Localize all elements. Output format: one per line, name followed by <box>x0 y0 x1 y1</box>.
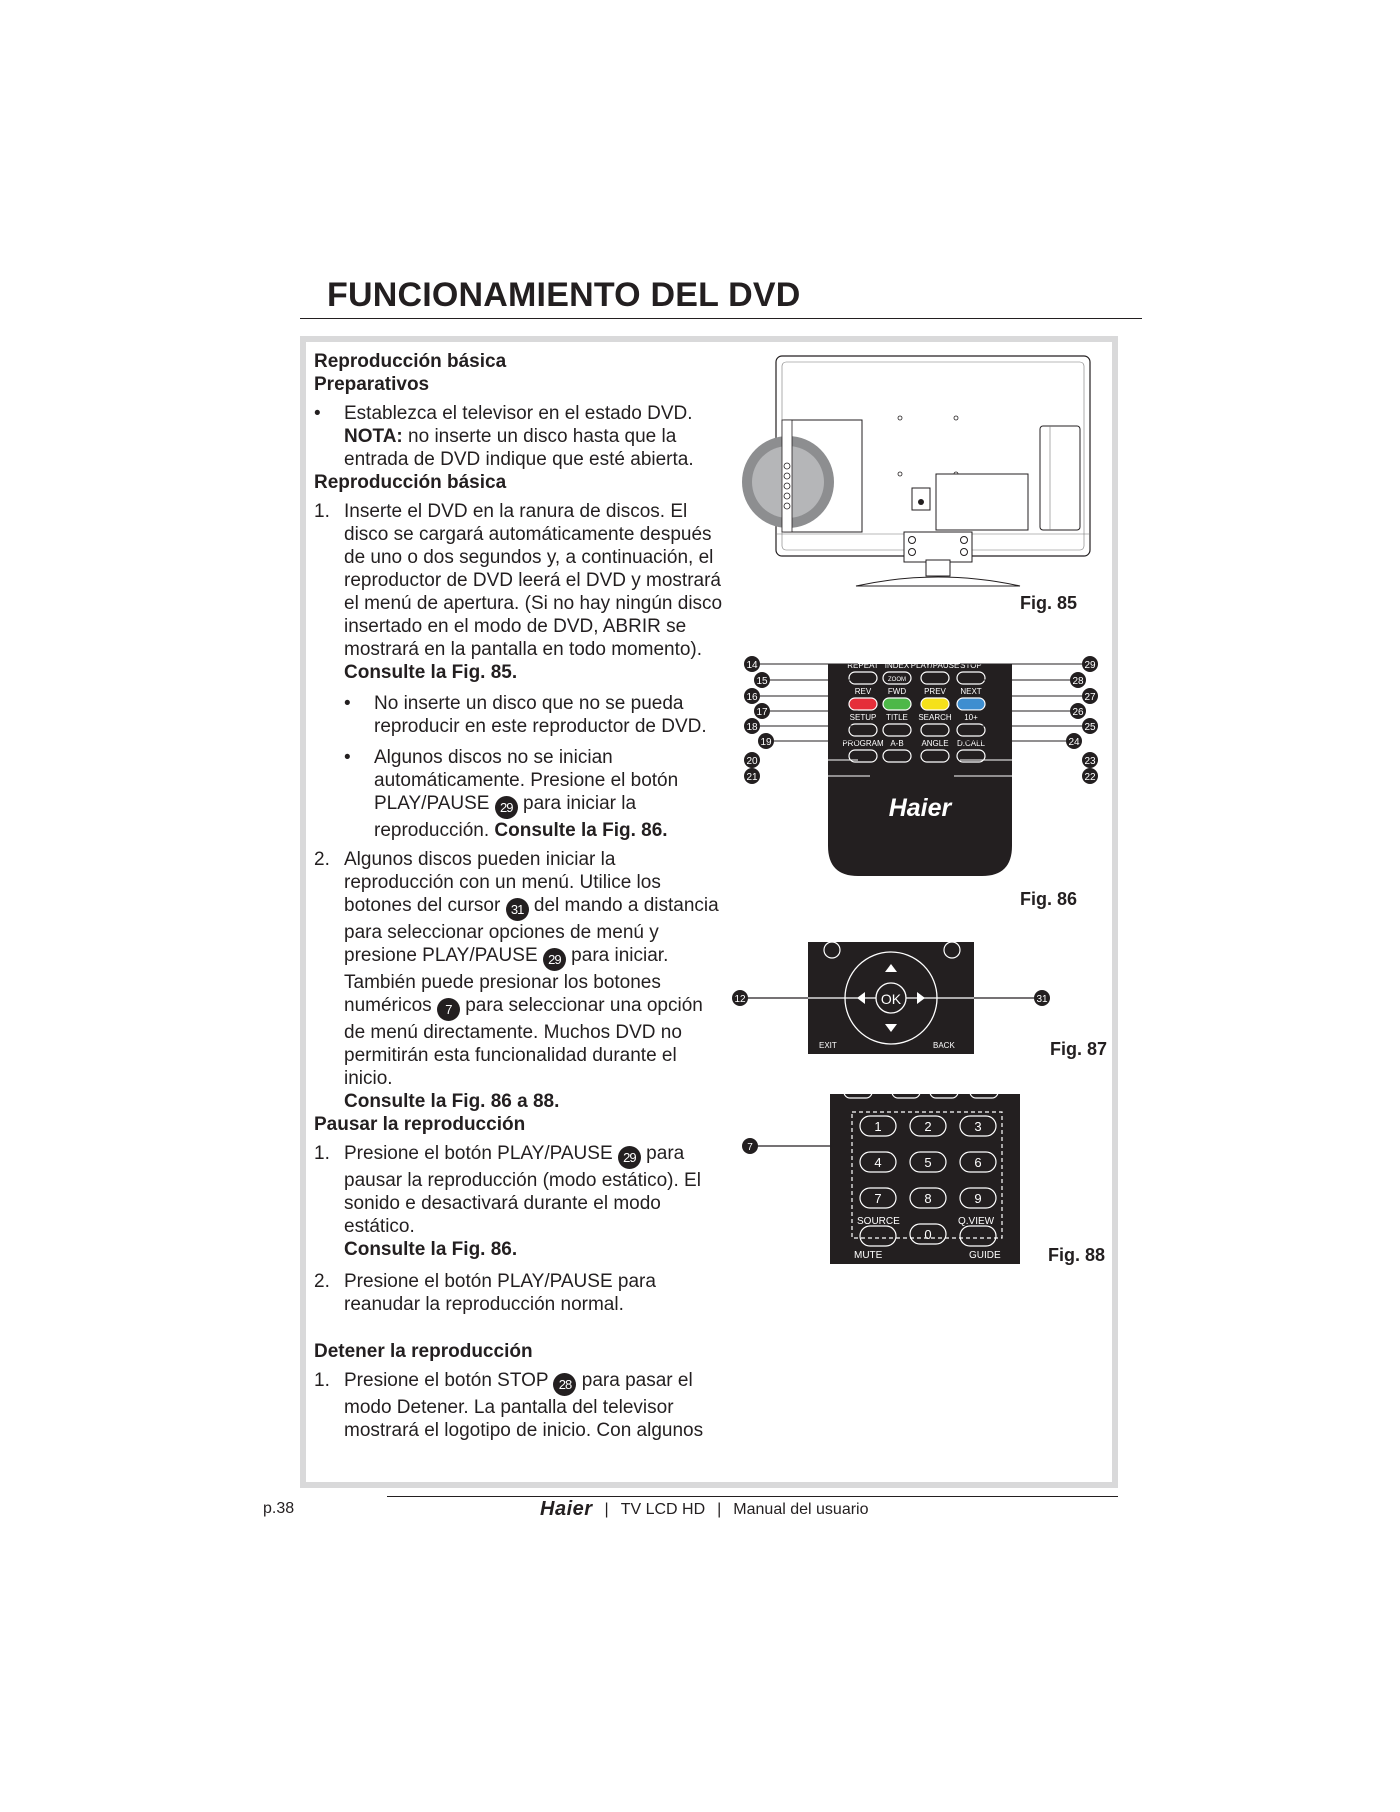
back-label: BACK <box>933 1041 955 1050</box>
number-key-label: 8 <box>924 1191 932 1206</box>
callout-7: 7 <box>747 1142 753 1153</box>
remote-button <box>957 698 985 710</box>
item-mark: 2. <box>314 849 330 870</box>
button-label: NEXT <box>960 687 982 696</box>
prep-text: Establezca el televisor en el estado DVD. <box>344 403 693 424</box>
basic-item-2-text-d: para seleccionar una opción de menú directamente. Muchos DVD no permitirán esta funcionalidad durante el inicio. <box>344 995 703 1089</box>
bullet-mark: • <box>344 747 351 768</box>
callout-number: 15 <box>756 676 768 687</box>
bullet-mark: • <box>314 403 321 424</box>
item-mark: 2. <box>314 1271 330 1292</box>
callout-number: 24 <box>1068 737 1080 748</box>
button-label: ANGLE <box>921 739 949 748</box>
button-label: TITLE <box>886 713 908 722</box>
source-label: SOURCE <box>857 1216 900 1227</box>
footer <box>540 1498 869 1521</box>
pause-item-1-text-b: para pausar la reproducción (modo estático). El sonido e desactivará durante el modo estático. <box>344 1143 701 1237</box>
callout-number: 22 <box>1084 772 1096 783</box>
basic-sub-2-text-a: Algunos discos no se inician automáticamente. Presione el botón PLAY/PAUSE <box>374 747 679 814</box>
prep-bullet <box>314 402 724 471</box>
callout-number: 29 <box>1084 660 1096 671</box>
remote-brand-logo: Haier <box>888 794 952 822</box>
basic-item-1 <box>314 500 724 684</box>
callout-number: 28 <box>1072 676 1084 687</box>
number-key-label: 0 <box>924 1227 932 1242</box>
note-label: NOTA: <box>344 426 403 447</box>
button-label: SETUP <box>849 713 877 722</box>
pause-item-2 <box>314 1270 724 1316</box>
guide-label: GUIDE <box>969 1250 1001 1261</box>
callout-badge: 31 <box>506 898 529 921</box>
remote-button <box>883 698 911 710</box>
callout-badge: 29 <box>543 948 566 971</box>
callout-31: 31 <box>1036 994 1048 1005</box>
fig87-caption: Fig. 87 <box>1050 1039 1108 1059</box>
basic-item-2-text-b: del mando a distancia para seleccionar opciones de menú y presione PLAY/PAUSE <box>344 895 719 966</box>
button-label: A-B <box>890 739 904 748</box>
stop-item-1-text-b: para pasar el modo Detener. La pantalla del televisor mostrará el logotipo de inicio. Con algunos <box>344 1370 704 1441</box>
stop-item-1-text-a: Presione el botón STOP <box>344 1370 554 1391</box>
callout-12: 12 <box>734 994 746 1005</box>
cursor-pad-illustration <box>730 940 1050 1060</box>
button-label: 10+ <box>964 713 978 722</box>
basic-sub-1-text: No inserte un disco que no se pueda reproducir en este reproductor de DVD. <box>374 693 707 737</box>
basic-item-2-text-a: Algunos discos pueden iniciar la reproducción con un menú. Utilice los botones del cursor <box>344 849 661 916</box>
callout-badge: 7 <box>437 998 460 1021</box>
footer-separator: | <box>604 1500 609 1518</box>
remote-button <box>921 698 949 710</box>
number-key-label: 3 <box>974 1119 982 1134</box>
page-number: p.38 <box>263 1500 295 1517</box>
fig85-caption: Fig. 85 <box>1020 593 1078 613</box>
pause-item-1-text-a: Presione el botón PLAY/PAUSE <box>344 1143 618 1164</box>
prep-heading: Preparativos <box>314 374 430 395</box>
basic-item-1-text: Inserte el DVD en la ranura de discos. El disco se cargará automáticamente después de uno o dos segundos y, a continuación, el reproductor de DVD leerá el DVD y mostrará el menú de apertura. (Si no hay ningún disco insertado en el modo de DVD, ABRIR se mostrará en la pantalla en todo momento). <box>344 501 723 660</box>
basic-item-2-text-c: para iniciar. También puede presionar los botones numéricos <box>344 945 669 1016</box>
note-text: no inserte un disco hasta que la entrada de DVD indique que esté abierta. <box>344 426 694 470</box>
stop-heading: Detener la reproducción <box>314 1341 533 1362</box>
button-label: D.CALL <box>956 739 986 748</box>
page-title: FUNCIONAMIENTO DEL DVD <box>327 276 801 314</box>
basic-item-1-ref: Consulte la Fig. 85. <box>344 662 518 683</box>
item-mark: 1. <box>314 1370 330 1391</box>
pause-item-1-ref: Consulte la Fig. 86. <box>344 1239 518 1260</box>
remote-button <box>849 698 877 710</box>
number-key-label: 6 <box>974 1155 982 1170</box>
number-pad-illustration <box>740 1092 1020 1264</box>
tv-rear-illustration <box>736 354 1096 590</box>
basic-sub-1 <box>344 692 724 738</box>
footer-separator: | <box>717 1500 722 1518</box>
callout-badge: 29 <box>495 796 518 819</box>
title-rule <box>300 318 1142 319</box>
footer-brand-logo: Haier <box>540 1498 593 1520</box>
text-column <box>314 350 724 1442</box>
basic-heading: Reproducción básica <box>314 472 507 493</box>
basic-sub-2-ref: Consulte la Fig. 86. <box>494 820 668 841</box>
button-label: SEARCH <box>918 713 952 722</box>
footer-product: TV LCD HD <box>620 1500 706 1518</box>
fig88-caption: Fig. 88 <box>1048 1245 1106 1265</box>
basic-item-2-ref: Consulte la Fig. 86 a 88. <box>344 1091 560 1112</box>
pause-item-2-text: Presione el botón PLAY/PAUSE para reanudar la reproducción normal. <box>344 1271 656 1315</box>
callout-badge: 28 <box>553 1373 576 1396</box>
callout-number: 20 <box>746 756 758 767</box>
basic-sub-2 <box>344 746 724 842</box>
mute-label: MUTE <box>854 1250 883 1261</box>
callout-number: 14 <box>746 660 758 671</box>
callout-number: 19 <box>760 737 772 748</box>
number-key-label: 5 <box>924 1155 932 1170</box>
button-label: REPEAT <box>847 661 879 670</box>
callout-number: 16 <box>746 692 758 703</box>
fig86-caption: Fig. 86 <box>1020 889 1078 909</box>
exit-label: EXIT <box>819 1041 837 1050</box>
callout-number: 21 <box>746 772 758 783</box>
basic-item-2 <box>314 848 724 1113</box>
number-key-label: 9 <box>974 1191 982 1206</box>
button-label: PLAY/PAUSE <box>910 661 960 670</box>
number-key-label: 1 <box>874 1119 882 1134</box>
callout-badge: 29 <box>618 1146 641 1169</box>
number-key-label: 7 <box>874 1191 882 1206</box>
remote-dvd-illustration <box>738 650 1104 880</box>
callout-number: 18 <box>746 722 758 733</box>
callout-number: 27 <box>1084 692 1096 703</box>
button-label: STOP <box>960 661 982 670</box>
zoom-label: ZOOM <box>888 677 906 683</box>
basic-sub-2-text-b: para iniciar la reproducción. <box>374 793 637 841</box>
callout-number: 23 <box>1084 756 1096 767</box>
button-label: PROGRAM <box>842 739 884 748</box>
stop-item-1 <box>314 1369 724 1442</box>
callout-number: 17 <box>756 707 768 718</box>
callout-number: 26 <box>1072 707 1084 718</box>
number-key-label: 2 <box>924 1119 932 1134</box>
footer-manual: Manual del usuario <box>733 1500 869 1518</box>
pause-heading: Pausar la reproducción <box>314 1114 526 1135</box>
ok-label: OK <box>880 991 902 1007</box>
item-mark: 1. <box>314 1143 330 1164</box>
button-label: PREV <box>924 687 946 696</box>
button-label: REV <box>854 687 872 696</box>
button-label: FWD <box>887 687 907 696</box>
button-label: INDEX <box>884 661 910 670</box>
callout-number: 25 <box>1084 722 1096 733</box>
pause-item-1 <box>314 1142 724 1261</box>
qview-label: Q.VIEW <box>958 1216 995 1227</box>
footer-rule <box>387 1496 1118 1497</box>
number-key-label: 4 <box>874 1155 882 1170</box>
bullet-mark: • <box>344 693 351 714</box>
item-mark: 1. <box>314 501 330 522</box>
main-heading: Reproducción básica <box>314 351 507 372</box>
